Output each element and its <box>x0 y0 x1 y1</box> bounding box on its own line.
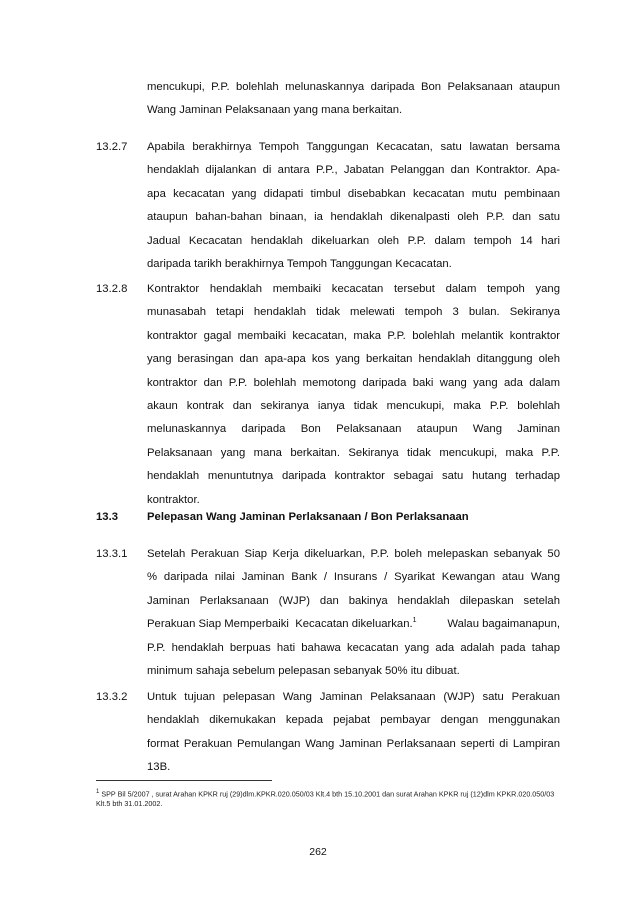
text-line: Jaminan Perlaksanaan (WJP) dan bakinya hendaklah dilepaskan setelah <box>147 594 560 607</box>
section-number: 13.3 <box>96 511 118 523</box>
text-line: Untuk tujuan pelepasan Wang Jaminan Pelaksanaan (WJP) satu Perakuan <box>147 691 560 703</box>
text-line: mencukupi, P.P. bolehlah melunaskannya daripada Bon Pelaksanaan ataupun <box>147 81 560 93</box>
text-line: munasabah tetapi hendaklah tidak melewati tempoh 3 bulan. Sekiranya <box>147 306 560 319</box>
footnote <box>96 787 560 809</box>
text-line: Apabila berakhirnya Tempoh Tanggungan Kecacatan, satu lawatan bersama <box>147 141 560 153</box>
text-line: akaun kontrak dan sekiranya ianya tidak mencukupi, maka P.P. bolehlah <box>147 399 560 412</box>
clause-13-2-7 <box>147 136 560 276</box>
text-line: P.P. hendaklah berpuas hati bahawa kecacatan yang ada adalah pada tahap <box>147 641 560 654</box>
text-line: kontraktor. <box>147 493 200 506</box>
text-line: Wang Jaminan Pelaksanaan yang mana berkaitan. <box>147 104 403 117</box>
text-fragment: Walau bagaimanapun, <box>444 618 560 631</box>
footnote-reference[interactable]: 1 <box>412 617 417 625</box>
text-line: apa kecacatan yang didapati timbul disebabkan kecacatan mutu pembinaan <box>147 187 560 200</box>
footnote-mark: 1 <box>96 789 100 795</box>
footnote-text: SPP Bil 5/2007 , surat Arahan KPKR ruj (29)dlm.KPKR.020.050/03 Klt.4 bth 15.10.2001 dan surat Arahan KPKR ruj (12)dlm KPKR.020.050/03 Klt.5 bth 31.01.2002. <box>96 789 555 809</box>
text-line: Kontraktor hendaklah membaiki kecacatan tersebut dalam tempoh yang <box>147 283 560 295</box>
clause-13-3-1 <box>147 543 560 683</box>
text-line: minimum sahaja sebelum pelepasan sebanyak 50% itu dibuat. <box>147 664 460 677</box>
text-line: Pelaksanaan yang mana berkaitan. Sekiranya tidak mencukupi, maka P.P. <box>147 446 560 459</box>
text-line-with-footnote <box>147 613 560 636</box>
section-title: Pelepasan Wang Jaminan Perlaksanaan / Bon Perlaksanaan <box>147 511 469 523</box>
clause-13-3-2 <box>147 686 560 780</box>
text-line: % daripada nilai Jaminan Bank / Insurans / Syarikat Kewangan atau Wang <box>147 571 560 584</box>
text-line: Setelah Perakuan Siap Kerja dikeluarkan, P.P. boleh melepaskan sebanyak 50 <box>147 548 560 560</box>
text-line: Jadual Kecacatan hendaklah dikeluarkan oleh P.P. dalam tempoh 14 hari <box>147 234 560 247</box>
text-line: yang berasingan dan apa-apa kos yang berkaitan hendaklah ditanggung oleh <box>147 353 560 366</box>
text-line: 13B. <box>147 761 171 774</box>
intro-paragraph <box>147 76 560 123</box>
text-line: hendaklah dijalankan di antara P.P., Jabatan Pelanggan dan Kontraktor. Apa- <box>147 164 560 177</box>
text-line: hendaklah menuntutnya daripada kontraktor sebagai satu hutang terhadap <box>147 470 560 483</box>
text-line: melunaskannya daripada Bon Pelaksanaan ataupun Wang Jaminan <box>147 423 560 436</box>
text-line: kontraktor dan P.P. bolehlah memotong daripada baki wang yang ada dalam <box>147 376 560 389</box>
clause-number: 13.3.2 <box>96 691 128 703</box>
footnote-separator <box>96 780 272 781</box>
text-line: format Perakuan Pemulangan Wang Jaminan Perlaksanaan seperti di Lampiran <box>147 737 560 750</box>
text-line: hendaklah dikemukakan kepada pejabat pembayar dengan menggunakan <box>147 714 560 727</box>
page-number: 262 <box>309 846 327 858</box>
text-line: ataupun bahan-bahan binaan, ia hendaklah dikenalpasti oleh P.P. dan satu <box>147 211 560 224</box>
text-line: daripada tarikh berakhirnya Tempoh Tanggungan Kecacatan. <box>147 257 452 270</box>
clause-number: 13.2.8 <box>96 283 128 295</box>
text-line: kontraktor gagal membaiki kecacatan, maka P.P. bolehlah melantik kontraktor <box>147 329 560 342</box>
text-fragment: Perakuan Siap Memperbaiki Kecacatan dikeluarkan. <box>147 618 413 631</box>
clause-13-2-8 <box>147 278 560 512</box>
clause-number: 13.3.1 <box>96 548 128 560</box>
clause-number: 13.2.7 <box>96 141 128 153</box>
